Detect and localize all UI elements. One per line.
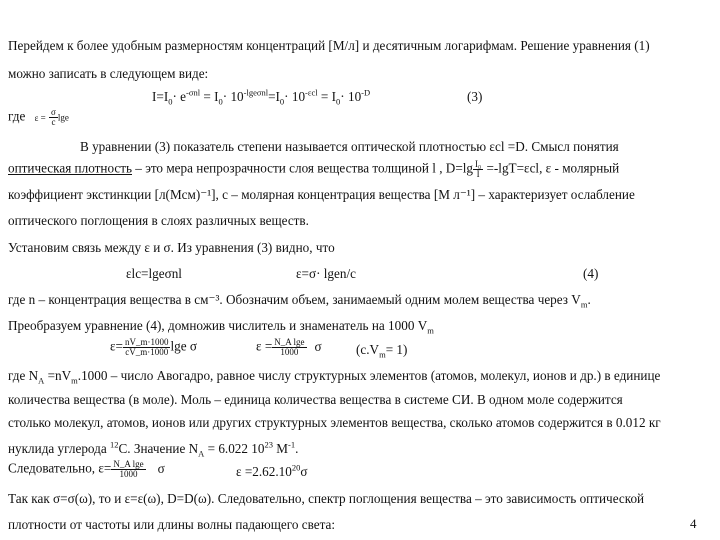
paragraph-line-11: количества вещества (в моле). Моль – единица количества вещества в системе СИ. В одном моле содержится [8, 392, 623, 407]
where-eps-line: где ε = $\frac{\sigma}{c}$ lge [8, 107, 69, 127]
paragraph-line-9: Преобразуем уравнение (4), домножив числитель и знаменатель на 1000 $V_m$ [8, 318, 434, 336]
equation-6-left: Следовательно, ε= $\frac{\text{N\_A lge}}{1000}$ σ [8, 459, 165, 479]
i0-over-i-fraction: $\frac{\text{I₀}}{I}$ [475, 159, 482, 179]
paragraph-line-12: столько молекул, атомов, ионов или других структурных элементов вещества, сколько атомов содержится в 0.012 кг [8, 415, 661, 430]
paragraph-line-3: В уравнении (3) показатель степени называется оптической плотностью εcl =D. Смысл понятия [80, 139, 619, 154]
page-number: 4 [690, 516, 697, 531]
equation-5b: ε = $\frac{\text{N\_A lge}}{1000}$ σ [256, 337, 322, 357]
paragraph-line-5: коэффициент экстинкции [л(Мсм)⁻¹], с – молярная концентрация вещества [М л⁻¹] – характеризует ослабление [8, 187, 635, 202]
paragraph-line-13: нуклида углерода $^{12}$C. Значение $N_A = 6.022$ $10^{23}$ $M^{-1}$. [8, 439, 299, 459]
equation-number-4: (4) [583, 266, 599, 281]
paragraph-line-2: можно записать в следующем виде: [8, 66, 209, 81]
equation-4-left: εlc=lgeσnl [126, 266, 182, 281]
equation-4-right: ε=σ· lgen/c [296, 266, 356, 281]
paragraph-line-7: Установим связь между ε и σ. Из уравнения (3) видно, что [8, 240, 335, 255]
equation-5-note: $(c.V_m= 1)$ [356, 342, 408, 360]
equation-3: $I=I_0\cdot e^{-\sigma nl} = I_0\cdot 10^{-lge\sigma nl}=I_0\cdot 10^{-\varepsilon cl} = I_0\cdot 10^{-D}$ [152, 87, 371, 107]
equation-6-right: $\varepsilon =2.62.10^{20}\sigma$ [236, 462, 308, 479]
paragraph-line-10: где $N_A =nV_m.1000$ – число Авогадро, равное числу структурных элементов (атомов, молекул, ионов и др.) в единице [8, 368, 661, 386]
paragraph-line-4: оптическая плотность – это мера непрозрачности слоя вещества толщиной l , D=lg $\frac{\text{I₀}}{I}$ =-lgT=εcl, ε - молярный [8, 159, 620, 179]
paragraph-line-15: плотности от частоты или длины волны падающего света: [8, 517, 336, 532]
sigma-over-c-fraction: $\frac{\sigma}{c}$ [51, 107, 56, 127]
equation-number-3: (3) [467, 89, 483, 104]
paragraph-line-1: Перейдем к более удобным размерностям концентраций [М/л] и десятичным логарифмам. Решение уравнения (1) [8, 38, 650, 53]
paragraph-line-14: Так как σ=σ(ω), то и ε=ε(ω), D=D(ω). Следовательно, спектр поглощения вещества – это зависимость оптической [8, 491, 645, 506]
paragraph-line-8: где n – концентрация вещества в см⁻³. Обозначим объем, занимаемый одним молем вещества через $V_m$. [8, 292, 591, 310]
paragraph-line-6: оптического поглощения в слоях различных веществ. [8, 213, 309, 228]
equation-5a: ε= $\frac{nV\_m\cdot 1000}{cV\_m\cdot 1000}$ lge σ [110, 337, 198, 357]
